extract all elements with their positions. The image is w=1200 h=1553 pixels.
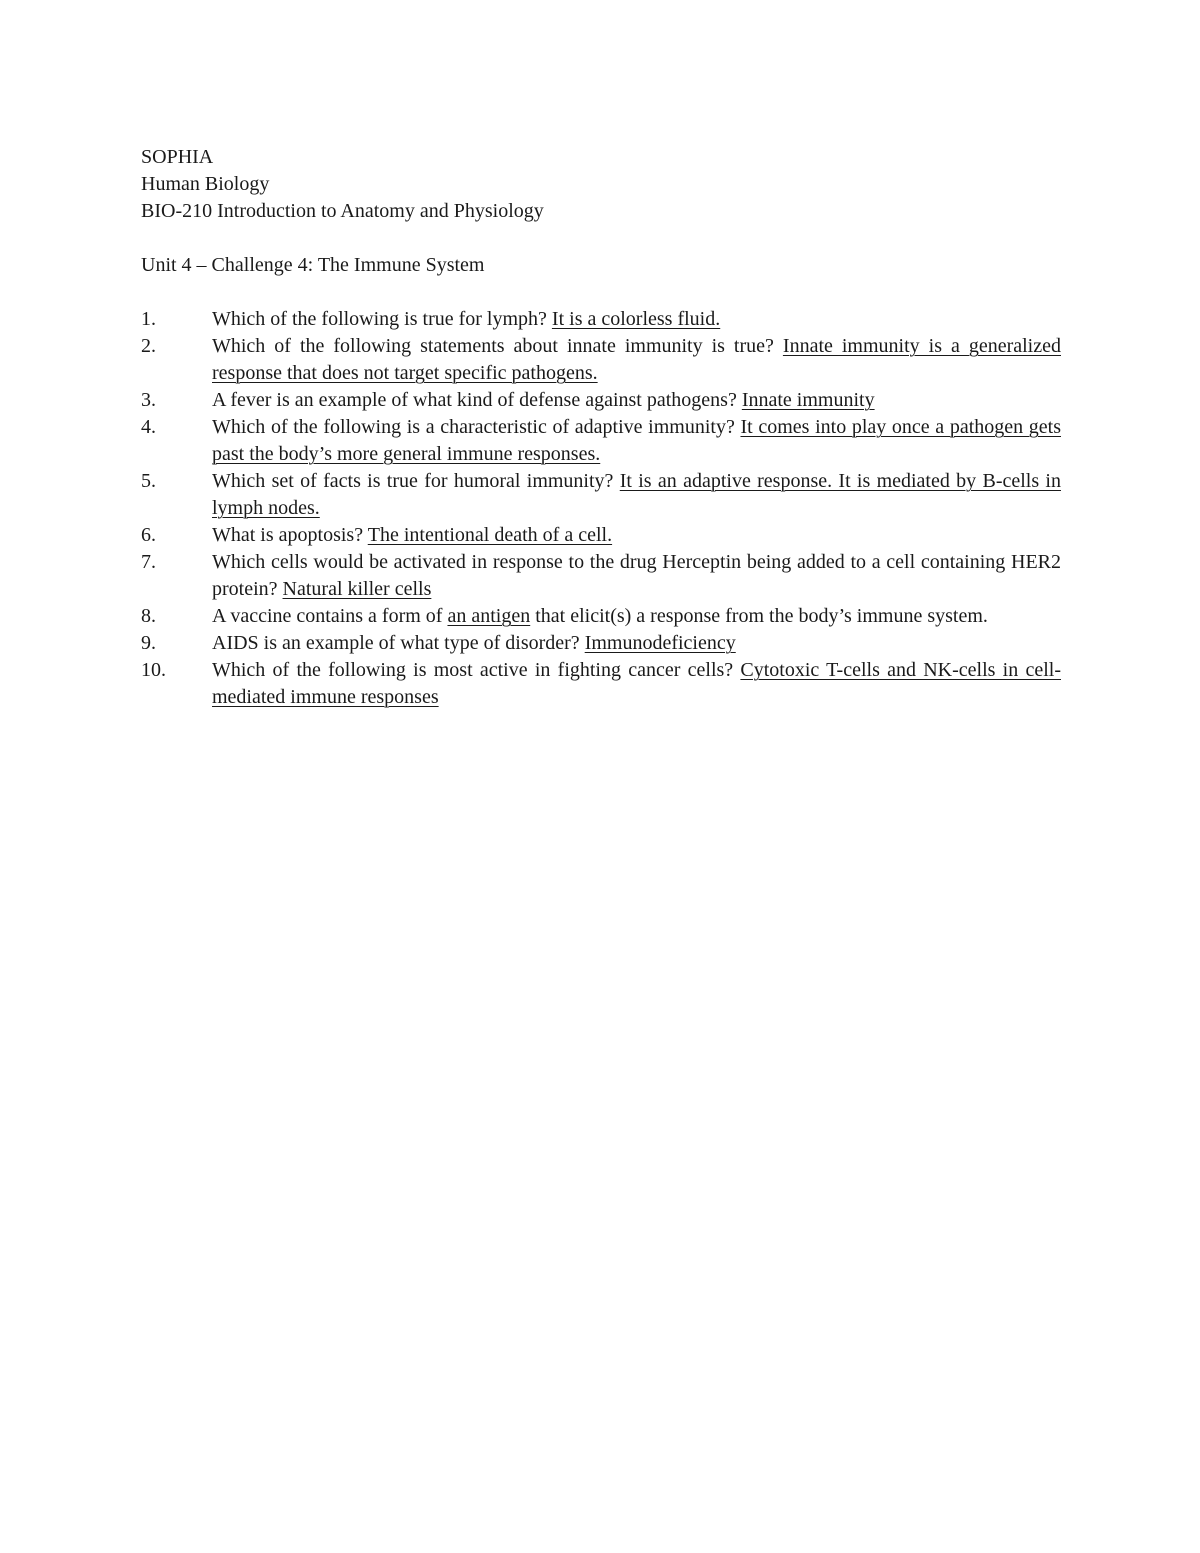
question-number: 8. — [141, 605, 156, 627]
question-number: 10. — [141, 659, 166, 681]
document-header — [141, 144, 1061, 279]
question-text: What is apoptosis? — [212, 524, 368, 546]
question-number: 6. — [141, 524, 156, 546]
question-number: 2. — [141, 335, 156, 357]
organization-name: SOPHIA — [141, 146, 214, 168]
question-text: AIDS is an example of what type of disorder? — [212, 632, 585, 654]
question-list — [141, 306, 1061, 711]
question-number: 9. — [141, 632, 156, 654]
question-answer: Immunodeficiency — [584, 632, 736, 654]
unit-title: Unit 4 – Challenge 4: The Immune System — [141, 254, 485, 276]
question-item — [141, 468, 1061, 522]
subject-name: Human Biology — [141, 173, 270, 195]
question-answer: It comes into play once a pathogen gets past the body’s more general immune responses. — [212, 416, 1061, 465]
question-item — [141, 603, 1061, 630]
question-number: 4. — [141, 416, 156, 438]
question-number: 1. — [141, 308, 156, 330]
question-item — [141, 387, 1061, 414]
question-text: Which of the following is a characteristic of adaptive immunity? — [212, 416, 741, 438]
question-text: Which of the following statements about innate immunity is true? — [212, 335, 783, 357]
question-item — [141, 549, 1061, 603]
question-text: Which set of facts is true for humoral immunity? — [212, 470, 620, 492]
question-item — [141, 306, 1061, 333]
question-answer: Cytotoxic T-cells and NK-cells in cell-mediated immune responses — [212, 659, 1061, 708]
question-answer: It is a colorless fluid. — [551, 308, 721, 330]
question-text: Which of the following is most active in fighting cancer cells? — [212, 659, 741, 681]
question-answer: Innate immunity — [741, 389, 875, 411]
question-item — [141, 333, 1061, 387]
question-item — [141, 657, 1061, 711]
question-text: Which of the following is true for lymph? — [212, 308, 552, 330]
question-answer: The intentional death of a cell. — [367, 524, 613, 546]
question-text: Which cells would be activated in response to the drug Herceptin being added to a cell containing HER2 protein? — [212, 551, 1061, 600]
header-spacer — [141, 225, 1061, 252]
question-answer: It is an adaptive response. It is mediated by B-cells in lymph nodes. — [212, 470, 1061, 519]
question-item — [141, 630, 1061, 657]
question-answer: Natural killer cells — [282, 578, 432, 600]
course-title: BIO-210 Introduction to Anatomy and Physiology — [141, 200, 544, 222]
question-number: 3. — [141, 389, 156, 411]
question-item — [141, 522, 1061, 549]
question-text-after: that elicit(s) a response from the body’s immune system. — [530, 605, 988, 627]
question-answer: an antigen — [447, 605, 531, 627]
question-answer: Innate immunity is a generalized response that does not target specific pathogens. — [212, 335, 1061, 384]
question-item — [141, 414, 1061, 468]
question-text: A vaccine contains a form of — [212, 605, 448, 627]
question-number: 5. — [141, 470, 156, 492]
question-text: A fever is an example of what kind of defense against pathogens? — [212, 389, 742, 411]
question-number: 7. — [141, 551, 156, 573]
